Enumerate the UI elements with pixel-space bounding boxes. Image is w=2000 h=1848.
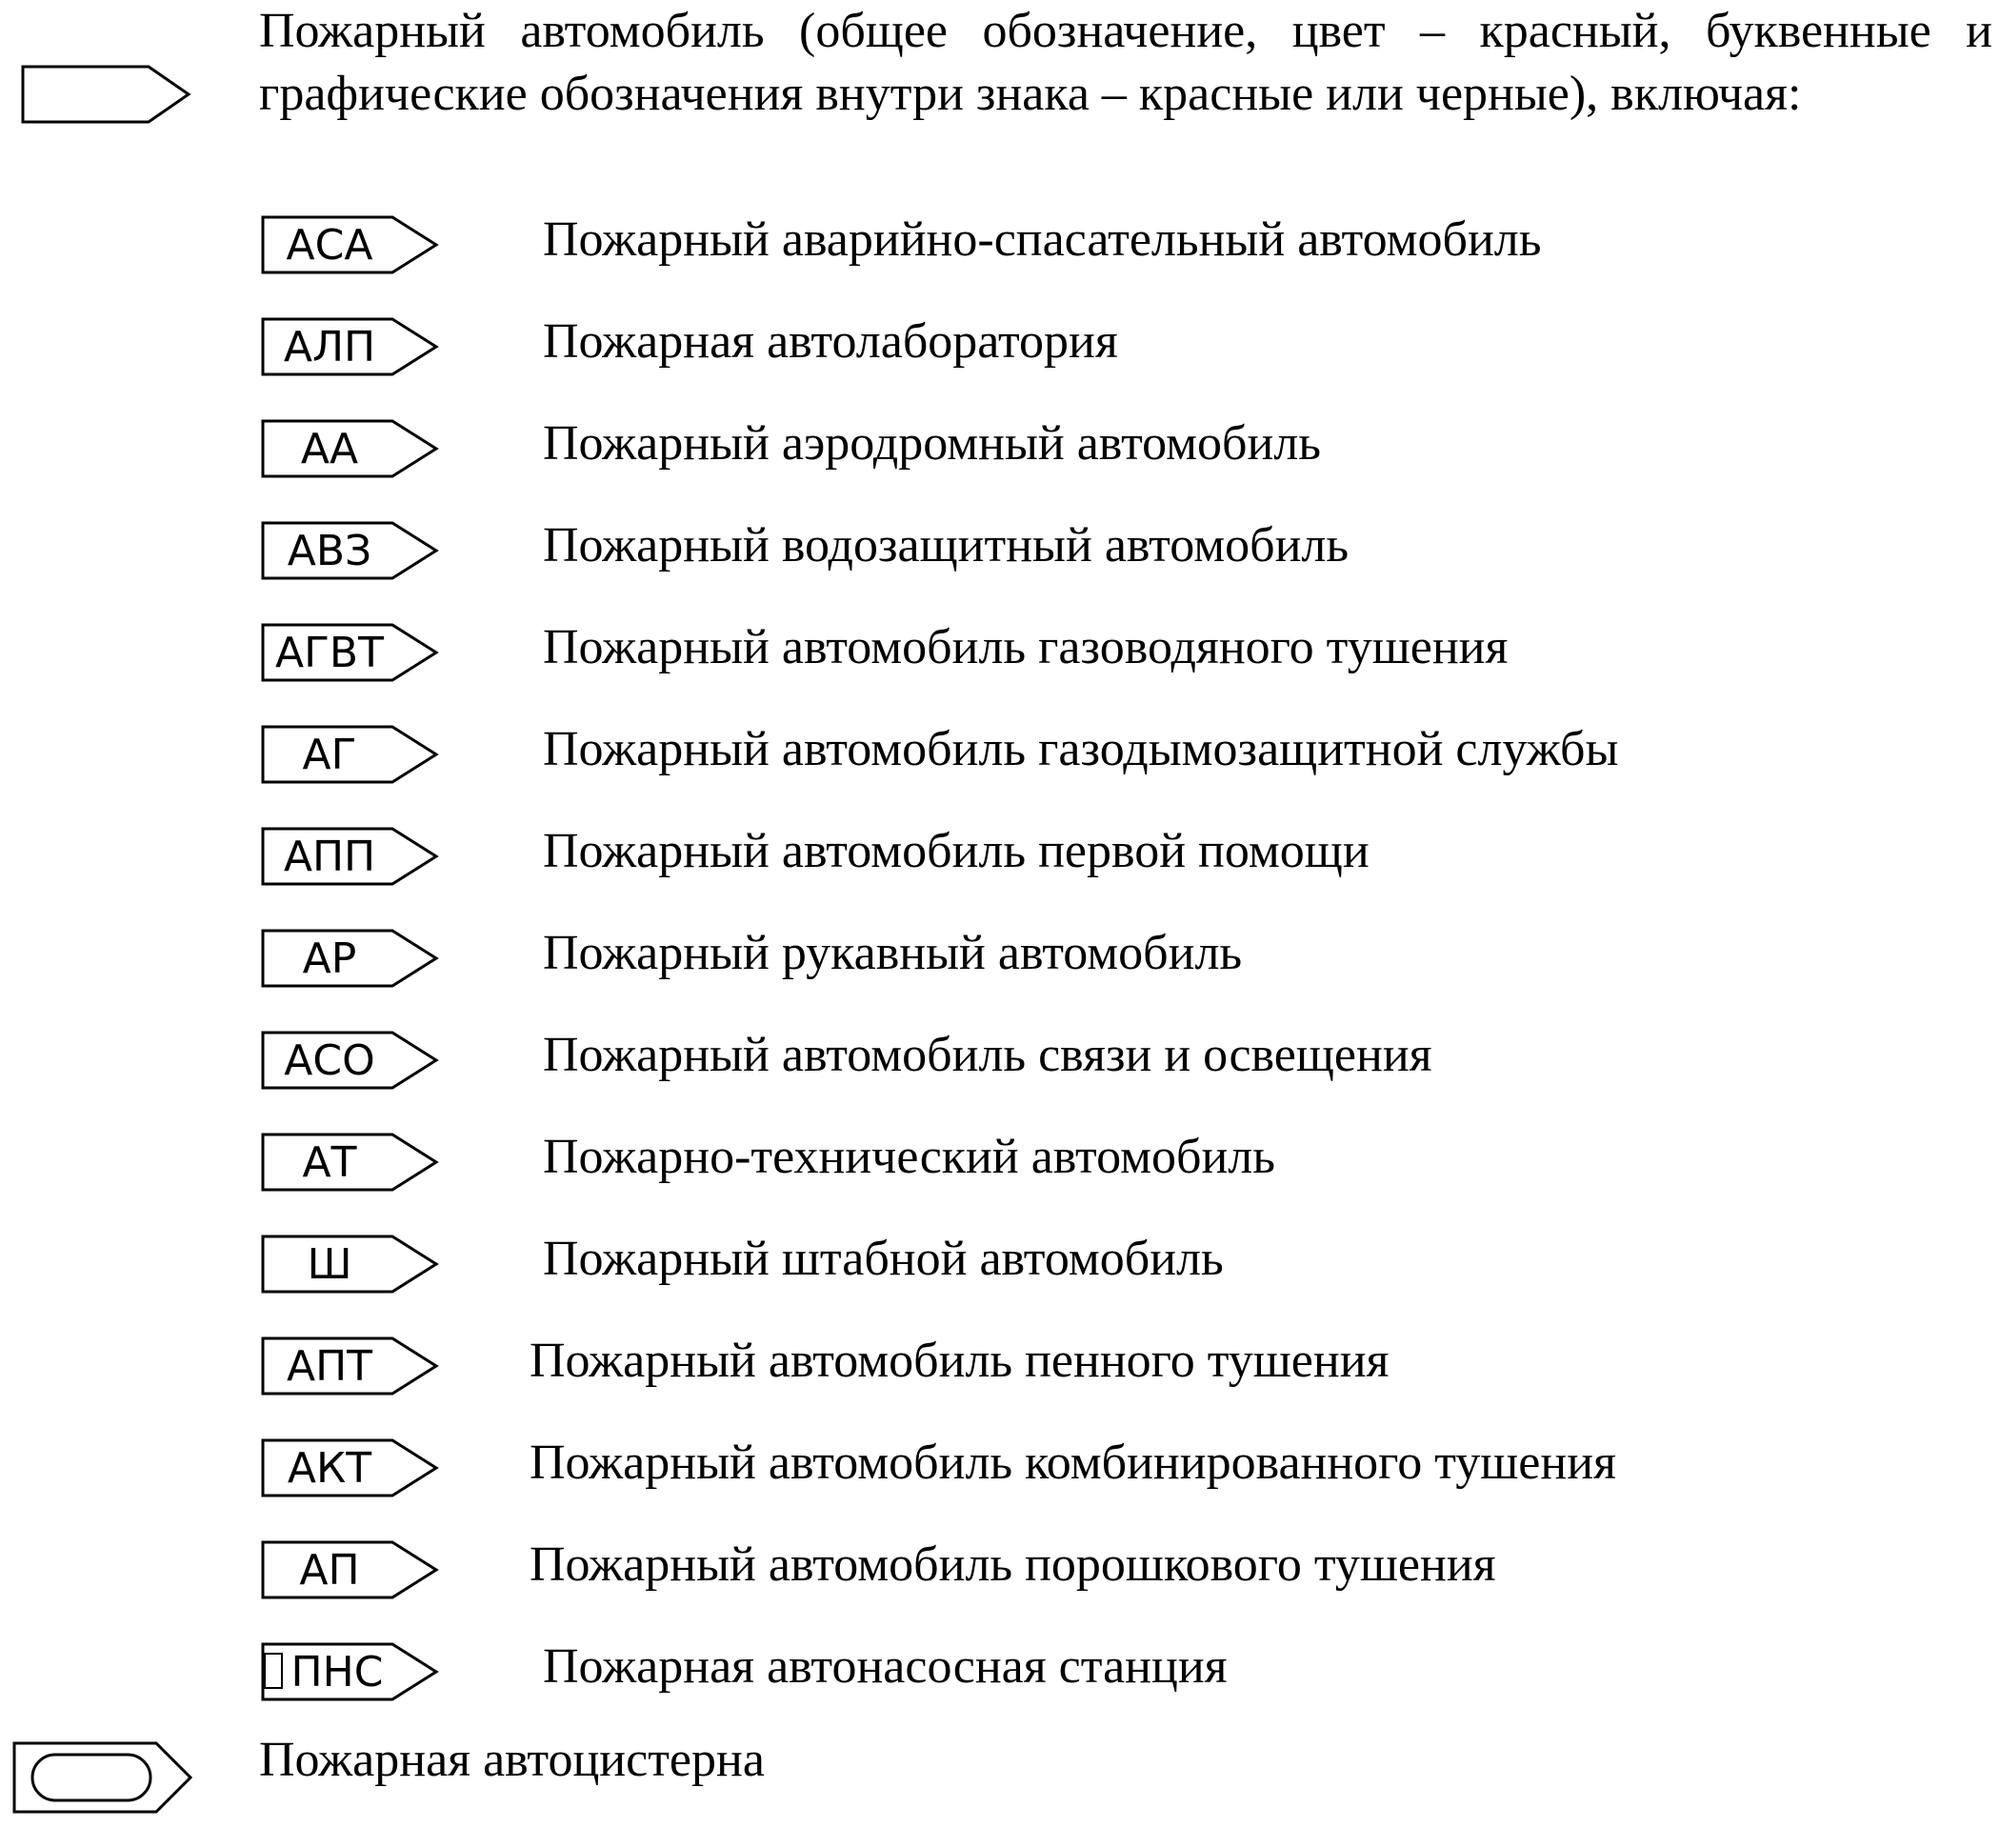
tanker-description: Пожарная автоцистерна [259, 1733, 765, 1787]
vehicle-description: Пожарный автомобиль порошкового тушения [530, 1537, 1496, 1592]
vehicle-sign-code: АП [299, 1546, 360, 1595]
vehicle-sign-icon [261, 825, 442, 888]
vehicle-sign-code: АГВТ [275, 629, 384, 677]
vehicle-sign-icon [261, 417, 442, 480]
vehicle-sign-icon [261, 621, 442, 684]
vehicle-sign-icon [261, 1233, 442, 1296]
vehicle-sign-code: АПТ [286, 1342, 373, 1391]
vehicle-description: Пожарный штабной автомобиль [543, 1232, 1224, 1286]
vehicle-description: Пожарный автомобиль газодымозащитной службы [543, 722, 1619, 776]
vehicle-sign-code: ПНС [290, 1648, 384, 1697]
vehicle-description: Пожарный водозащитный автомобиль [543, 518, 1350, 572]
vehicle-description: Пожарная автонасосная станция [543, 1639, 1228, 1694]
vehicle-sign-icon [261, 1436, 442, 1499]
vehicle-sign-icon [261, 927, 442, 990]
vehicle-sign-icon [261, 1538, 442, 1601]
fire-tanker-sign-icon [11, 1739, 192, 1816]
vehicle-description: Пожарно-технический автомобиль [543, 1130, 1275, 1184]
vehicle-sign-icon [261, 723, 442, 786]
vehicle-sign-icon [261, 1335, 442, 1397]
vehicle-description: Пожарный автомобиль связи и освещения [543, 1028, 1432, 1082]
vehicle-sign-code: АГ [302, 731, 357, 779]
vehicle-description: Пожарный автомобиль пенного тушения [530, 1334, 1390, 1388]
fire-vehicle-general-sign-icon [21, 63, 192, 126]
vehicle-description: Пожарный автомобиль первой помощи [543, 824, 1370, 878]
vehicle-sign-code: АПП [283, 833, 376, 881]
vehicle-sign-icon [261, 213, 442, 276]
vehicle-description: Пожарный автомобиль комбинированного тушения [530, 1436, 1616, 1490]
vehicle-sign-code: АА [300, 425, 359, 473]
general-description: Пожарный автомобиль (общее обозначение, цвет – красный, буквенные и графические обозначения внутри знака – красные или черные), включая: [259, 4, 1992, 121]
vehicle-sign-code: АР [302, 934, 357, 983]
vehicle-description: Пожарный аварийно-спасательный автомобиль [543, 212, 1542, 267]
vehicle-description: Пожарный рукавный автомобиль [543, 926, 1243, 980]
vehicle-description: Пожарная автолаборатория [543, 314, 1118, 369]
vehicle-sign-icon [261, 1131, 442, 1194]
vehicle-sign-code: АСА [286, 221, 373, 270]
vehicle-sign-code: АКТ [287, 1444, 372, 1493]
vehicle-sign-code: Ш [307, 1240, 352, 1289]
vehicle-description: Пожарный аэродромный автомобиль [543, 416, 1321, 471]
vehicle-description: Пожарный автомобиль газоводяного тушения [543, 620, 1509, 674]
vehicle-sign-icon [261, 1029, 442, 1092]
vehicle-sign-icon [261, 1640, 442, 1703]
vehicle-sign-code: АТ [302, 1138, 357, 1187]
vehicle-sign-icon [261, 519, 442, 582]
vehicle-sign-code: АВЗ [287, 527, 372, 575]
vehicle-sign-code: АСО [284, 1036, 375, 1085]
vehicle-sign-code: АЛП [283, 323, 376, 372]
vehicle-sign-icon [261, 315, 442, 378]
